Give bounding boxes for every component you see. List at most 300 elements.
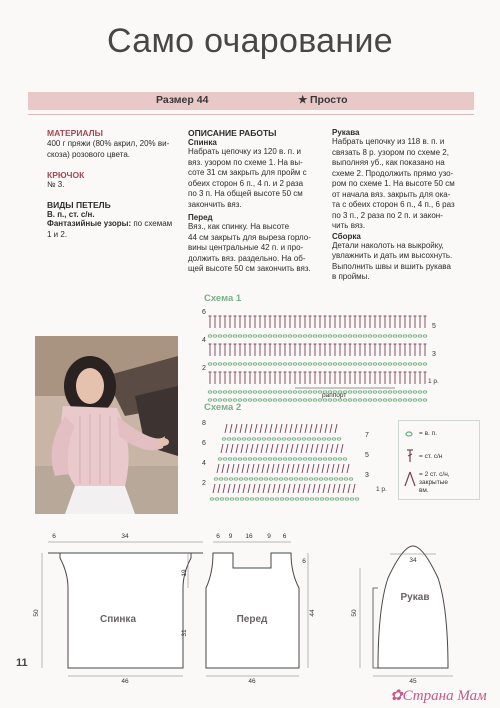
chain-stitch	[274, 478, 278, 480]
chain-stitch	[222, 438, 226, 440]
chain-stitch	[263, 391, 267, 393]
chain-stitch	[223, 391, 227, 393]
chain-stitch	[248, 458, 252, 460]
dc-stitch	[333, 484, 335, 493]
chain-stitch	[308, 458, 312, 460]
dc-stitch	[321, 444, 323, 453]
chain-stitch	[298, 335, 302, 337]
chain-stitch	[317, 438, 321, 440]
back-title: Спинка	[188, 138, 217, 147]
dc-stitch	[228, 484, 230, 493]
scheme1-row-label: 1 р.	[428, 378, 439, 385]
dc-stitch	[245, 424, 247, 433]
chain-stitch	[403, 391, 407, 393]
dc-stitch	[272, 464, 274, 473]
loops-heading: ВИДЫ ПЕТЕЛЬ	[47, 200, 111, 210]
chain-stitch	[229, 478, 233, 480]
chain-stitch	[233, 458, 237, 460]
chain-stitch	[318, 363, 322, 365]
base-chain	[213, 399, 217, 401]
chain-stitch	[363, 391, 367, 393]
dc-stitch	[313, 484, 315, 493]
base-chain	[398, 399, 402, 401]
back-top-dim-label: 34	[121, 533, 129, 540]
sleeve-text-line: та с обеих сторон 6 п., 4 п., 6 раз	[332, 200, 455, 209]
back-piece-name: Спинка	[99, 614, 137, 625]
base-chain	[373, 399, 377, 401]
scheme1-chart	[200, 304, 440, 404]
dc-stitch	[341, 444, 343, 453]
dc-stitch	[213, 484, 215, 493]
loops-types: В. п., ст. с/н.	[47, 210, 95, 219]
chain-stitch	[237, 438, 241, 440]
chain-stitch	[333, 458, 337, 460]
chain-stitch	[283, 391, 287, 393]
dc-stitch	[256, 444, 258, 453]
chain-stitch	[293, 335, 297, 337]
assembly-text-line: в проймы.	[332, 272, 370, 281]
chain-stitch	[348, 391, 352, 393]
difficulty-label: Просто	[310, 94, 348, 106]
sleeve-text-line: ром по схеме 1. На высоте 50 см	[332, 179, 455, 188]
chain-stitch	[378, 335, 382, 337]
materials-line-1: 400 г пряжи (80% акрил, 20% ви-	[47, 139, 170, 148]
dc-stitch	[315, 424, 317, 433]
chain-stitch	[238, 458, 242, 460]
chain-stitch	[280, 498, 284, 500]
chain-stitch	[340, 498, 344, 500]
dc-stitch	[306, 444, 308, 453]
chain-stitch	[388, 363, 392, 365]
base-chain	[238, 399, 242, 401]
front-title: Перед	[188, 213, 213, 222]
dc-stitch	[227, 464, 229, 473]
chain-stitch	[408, 391, 412, 393]
chain-stitch	[313, 363, 317, 365]
base-chain	[323, 399, 327, 401]
legend-ch: = в. п.	[419, 430, 437, 437]
dc-stitch	[218, 484, 220, 493]
chain-stitch	[278, 363, 282, 365]
chain-stitch	[307, 438, 311, 440]
dc-stitch	[261, 444, 263, 453]
chain-stitch	[310, 498, 314, 500]
dc-stitch	[260, 424, 262, 433]
chain-stitch	[233, 335, 237, 337]
dc-stitch	[283, 484, 285, 493]
chain-stitch	[303, 391, 307, 393]
dc-stitch	[317, 464, 319, 473]
chain-stitch	[353, 335, 357, 337]
pattern-text: по схемам	[131, 219, 173, 228]
chain-stitch	[353, 363, 357, 365]
chain-stitch	[253, 391, 257, 393]
dc-stitch	[298, 484, 300, 493]
chain-stitch	[254, 478, 258, 480]
back-bottom-dim-label: 46	[121, 678, 129, 685]
chain-stitch	[238, 335, 242, 337]
dc-stitch	[308, 484, 310, 493]
dc-stitch	[263, 484, 265, 493]
chain-stitch	[258, 363, 262, 365]
hook-text: № 3.	[47, 180, 65, 189]
chain-stitch	[224, 478, 228, 480]
chain-stitch	[313, 391, 317, 393]
chain-stitch	[214, 478, 218, 480]
dc-stitch	[240, 424, 242, 433]
chain-stitch	[210, 498, 214, 500]
chain-stitch	[239, 478, 243, 480]
base-chain	[273, 399, 277, 401]
chain-stitch	[418, 335, 422, 337]
dc-stitch	[262, 464, 264, 473]
chain-stitch	[348, 363, 352, 365]
row-number-right: 3	[432, 351, 436, 358]
sleeve-bottom-dim-label: 45	[409, 678, 417, 685]
chain-stitch	[323, 335, 327, 337]
chain-stitch	[295, 498, 299, 500]
chain-stitch	[423, 335, 427, 337]
base-chain	[423, 399, 427, 401]
chain-stitch	[252, 438, 256, 440]
base-chain	[403, 399, 407, 401]
chain-stitch	[268, 335, 272, 337]
chain-stitch	[234, 478, 238, 480]
chain-stitch	[315, 498, 319, 500]
dc-stitch	[281, 444, 283, 453]
dc-stitch	[296, 444, 298, 453]
base-chain	[248, 399, 252, 401]
sleeve-title: Рукава	[332, 128, 360, 137]
chain-stitch	[270, 498, 274, 500]
chain-stitch	[283, 335, 287, 337]
dc-stitch	[300, 424, 302, 433]
dc-stitch	[291, 444, 293, 453]
watermark-flower-icon: ✿	[390, 688, 403, 704]
chain-stitch	[277, 438, 281, 440]
chain-stitch	[238, 363, 242, 365]
chain-stitch	[319, 478, 323, 480]
dc-stitch	[276, 444, 278, 453]
size-label: Размер 44	[156, 94, 209, 106]
sleeve-top-dim-label: 34	[409, 557, 417, 564]
dc-stitch	[235, 424, 237, 433]
chain-stitch	[290, 498, 294, 500]
dc-stitch	[337, 464, 339, 473]
legend-dc2: = 2 ст. с/н,	[419, 471, 450, 478]
sleeve-text-line: связать 8 р. узором по схеме 2,	[332, 147, 449, 157]
back-piece-outline	[48, 553, 203, 668]
row-number-right: 5	[432, 323, 436, 330]
decrease-stitch-icon	[403, 471, 417, 487]
dc-stitch	[258, 484, 260, 493]
chain-stitch	[343, 335, 347, 337]
scheme1-rapport: раппорт	[322, 392, 347, 399]
dc-stitch	[243, 484, 245, 493]
model-photo-art	[35, 336, 178, 514]
chain-stitch	[297, 438, 301, 440]
assembly-text-line: увлажнить и дать им высохнуть.	[332, 251, 453, 260]
dc-stitch	[342, 464, 344, 473]
dc-stitch	[257, 464, 259, 473]
chain-stitch	[313, 458, 317, 460]
chain-stitch	[338, 363, 342, 365]
row-number-right: 3	[365, 472, 369, 479]
back-text-line: по 3 п. На общей высоте 50 см	[188, 189, 303, 198]
sleeve-block	[332, 128, 472, 283]
chain-stitch	[228, 335, 232, 337]
chain-stitch	[218, 363, 222, 365]
chain-stitch	[308, 363, 312, 365]
dc-stitch	[217, 464, 219, 473]
dc-stitch	[265, 424, 267, 433]
chain-stitch	[343, 458, 347, 460]
description-block	[188, 128, 323, 275]
chain-stitch	[324, 478, 328, 480]
chain-stitch-icon	[405, 429, 415, 439]
chain-stitch	[393, 391, 397, 393]
dc-stitch	[292, 464, 294, 473]
chain-stitch	[245, 498, 249, 500]
chain-stitch	[334, 478, 338, 480]
chain-stitch	[283, 458, 287, 460]
row-number-left: 6	[202, 440, 206, 447]
base-chain	[353, 399, 357, 401]
chain-stitch	[293, 458, 297, 460]
watermark: ✿Страна Мам	[390, 688, 487, 704]
loops-block	[47, 200, 182, 240]
dc-stitch	[332, 464, 334, 473]
dc-stitch	[250, 424, 252, 433]
base-chain	[333, 399, 337, 401]
front-neck-height: 6	[302, 558, 306, 565]
dc-stitch	[278, 484, 280, 493]
chain-stitch	[243, 363, 247, 365]
row-number-left: 8	[202, 420, 206, 427]
dc-stitch	[242, 464, 244, 473]
sleeve-text-line: схеме 2. Продолжить прямо узо-	[332, 168, 454, 178]
chain-stitch	[218, 458, 222, 460]
base-chain	[208, 399, 212, 401]
dc-stitch	[248, 484, 250, 493]
chain-stitch	[398, 363, 402, 365]
chain-stitch	[329, 478, 333, 480]
chain-stitch	[299, 478, 303, 480]
base-chain	[313, 399, 317, 401]
chain-stitch	[232, 438, 236, 440]
dc-stitch	[310, 424, 312, 433]
chain-stitch	[240, 498, 244, 500]
base-chain	[343, 399, 347, 401]
scheme2-label: Схема 2	[204, 402, 242, 413]
chain-stitch	[268, 458, 272, 460]
base-chain	[303, 399, 307, 401]
base-chain	[363, 399, 367, 401]
difficulty-star-icon: ★	[298, 94, 308, 106]
dc-stitch	[327, 464, 329, 473]
legend-dc2b: закрытые	[419, 479, 448, 486]
chain-stitch	[335, 498, 339, 500]
dc-stitch	[331, 444, 333, 453]
chain-stitch	[373, 335, 377, 337]
dc-stitch	[255, 424, 257, 433]
chain-stitch	[250, 498, 254, 500]
legend-dc2c: вм.	[419, 487, 429, 494]
chain-stitch	[273, 458, 277, 460]
chain-stitch	[348, 335, 352, 337]
chain-stitch	[208, 391, 212, 393]
dc-stitch	[323, 484, 325, 493]
base-chain	[328, 399, 332, 401]
chain-stitch	[233, 391, 237, 393]
dc-stitch	[353, 484, 355, 493]
chain-stitch	[243, 335, 247, 337]
pattern-text-2: 1 и 2.	[47, 229, 68, 239]
chain-stitch	[220, 498, 224, 500]
dc-stitch	[270, 424, 272, 433]
base-chain	[278, 399, 282, 401]
dc-stitch	[336, 444, 338, 453]
chain-stitch	[323, 363, 327, 365]
chain-stitch	[278, 391, 282, 393]
chain-stitch	[267, 438, 271, 440]
dc-stitch	[277, 464, 279, 473]
chain-stitch	[285, 498, 289, 500]
dc-stitch	[282, 464, 284, 473]
chain-stitch	[225, 498, 229, 500]
front-piece-name: Перед	[236, 614, 268, 625]
chain-stitch	[373, 363, 377, 365]
sleeve-text-line: Набрать цепочку из 118 в. п. и	[332, 137, 445, 146]
front-top-dim-label: 9	[267, 533, 271, 540]
dc-stitch	[325, 424, 327, 433]
chain-stitch	[208, 335, 212, 337]
dc-stitch	[343, 484, 345, 493]
chain-stitch	[293, 391, 297, 393]
chain-stitch	[333, 363, 337, 365]
chain-stitch	[332, 438, 336, 440]
front-text-line: вины центральные 42 п. и про-	[188, 243, 304, 252]
sleeve-text-line: чить вяз.	[332, 221, 366, 230]
dc-stitch	[328, 484, 330, 493]
base-chain	[228, 399, 232, 401]
materials-heading: МАТЕРИАЛЫ	[47, 128, 103, 138]
back-text-line: Набрать цепочку из 120 в. п. и	[188, 147, 301, 156]
chain-stitch	[304, 478, 308, 480]
chain-stitch	[288, 363, 292, 365]
chain-stitch	[238, 391, 242, 393]
chain-stitch	[323, 458, 327, 460]
chain-stitch	[264, 478, 268, 480]
dc-stitch	[252, 464, 254, 473]
chain-stitch	[320, 498, 324, 500]
dc-stitch	[225, 424, 227, 433]
dc-stitch	[275, 424, 277, 433]
size-bar	[28, 92, 474, 110]
dc-stitch	[311, 444, 313, 453]
chain-stitch	[288, 391, 292, 393]
chain-stitch	[305, 498, 309, 500]
scheme1-label: Схема 1	[204, 293, 242, 304]
base-chain	[388, 399, 392, 401]
chain-stitch	[219, 478, 223, 480]
page-number: 11	[16, 657, 28, 669]
chain-stitch	[213, 391, 217, 393]
chain-stitch	[243, 391, 247, 393]
sleeve-text-line: от начала вяз. закрыть для ока-	[332, 189, 451, 199]
dc-stitch	[266, 444, 268, 453]
chain-stitch	[242, 438, 246, 440]
back-total-height: 50	[33, 609, 40, 617]
chain-stitch	[292, 438, 296, 440]
chain-stitch	[298, 458, 302, 460]
dc-stitch	[326, 444, 328, 453]
dc-stitch	[295, 424, 297, 433]
chain-stitch	[258, 391, 262, 393]
chain-stitch	[248, 391, 252, 393]
base-chain	[293, 399, 297, 401]
front-text-line: должить вяз. раздельно. На об-	[188, 253, 306, 263]
scheme2-chart	[200, 413, 380, 513]
chain-stitch	[318, 335, 322, 337]
back-text-line: вяз. узором по схеме 1. На вы-	[188, 157, 303, 167]
chain-stitch	[328, 458, 332, 460]
row-number-right: 5	[365, 452, 369, 459]
dc-stitch	[251, 444, 253, 453]
dc-stitch	[222, 464, 224, 473]
chain-stitch	[282, 438, 286, 440]
chain-stitch	[358, 335, 362, 337]
chain-stitch	[413, 335, 417, 337]
front-top-dim-label: 9	[228, 533, 233, 540]
row-number-left: 4	[202, 337, 206, 344]
base-chain	[263, 399, 267, 401]
chain-stitch	[258, 458, 262, 460]
chain-stitch	[223, 458, 227, 460]
chain-stitch	[368, 335, 372, 337]
front-top-dim-label: 6	[216, 533, 220, 540]
dc-stitch	[285, 424, 287, 433]
legend-box	[398, 420, 480, 500]
sleeve-piece-name: Рукав	[400, 592, 430, 603]
chain-stitch	[287, 438, 291, 440]
dc-stitch	[320, 424, 322, 433]
chain-stitch	[278, 458, 282, 460]
chain-stitch	[378, 391, 382, 393]
sleeve-text-line: по 3 п., 2 раза по 2 п. и закон-	[332, 210, 443, 220]
chain-stitch	[328, 363, 332, 365]
chain-stitch	[247, 438, 251, 440]
base-chain	[223, 399, 227, 401]
chain-stitch	[337, 438, 341, 440]
chain-stitch	[213, 363, 217, 365]
chain-stitch	[358, 391, 362, 393]
chain-stitch	[349, 478, 353, 480]
dc-stitch	[347, 464, 349, 473]
back-side-height: 31	[181, 629, 188, 637]
legend-dc: = ст. с/н	[419, 453, 443, 460]
dc-stitch	[302, 464, 304, 473]
chain-stitch	[328, 335, 332, 337]
chain-stitch	[378, 363, 382, 365]
base-chain	[368, 399, 372, 401]
chain-stitch	[243, 458, 247, 460]
base-chain	[393, 399, 397, 401]
dc-stitch	[312, 464, 314, 473]
chain-stitch	[278, 335, 282, 337]
chain-stitch	[333, 335, 337, 337]
back-text-line: обеих сторон 6 п., 4 п. и 2 раза	[188, 178, 304, 188]
